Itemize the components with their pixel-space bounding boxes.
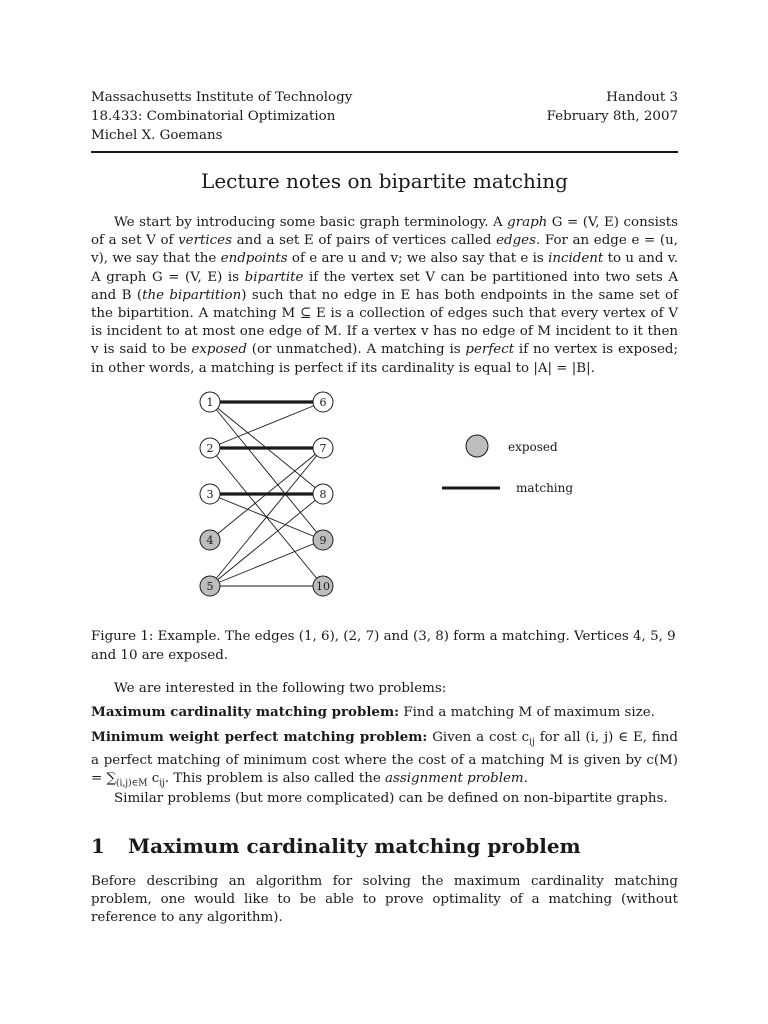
institution: Massachusetts Institute of Technology — [91, 90, 353, 105]
problem-2-text: for all (i, j) ∈ E, find a perfect matching of minimum cost where the cost of a matching M is given by c(M) = ∑ — [91, 730, 678, 787]
problem-2-text: . — [523, 771, 528, 787]
term-assignment-problem: assignment problem — [385, 771, 524, 787]
graph-edge-5-9 — [210, 540, 323, 586]
section-heading — [91, 833, 581, 859]
graph-node-label-7: 7 — [319, 442, 327, 455]
intro-text: if the vertex set V can be partitioned into two sets A and B ( — [91, 269, 679, 303]
intro-text: ) such that no edge in E has both endpoints in the same set of the bipartition. A matching M ⊆ E is a collection of edges such that every vertex of V is incident to at most one edge of M. If a vertex v has no edge of M incident to it then v is said to be — [91, 287, 678, 358]
legend-matching-label: matching — [516, 481, 574, 495]
date: February 8th, 2007 — [546, 109, 678, 124]
course-name: 18.433: Combinatorial Optimization — [91, 109, 336, 124]
intro-text: . For an edge e = (u, v), we say that the — [91, 233, 678, 267]
page-title: Lecture notes on bipartite matching — [201, 169, 568, 193]
term-perfect: perfect — [465, 342, 515, 358]
problems-intro: We are interested in the following two problems: — [114, 681, 447, 696]
problem-2-text: . This problem is also called the — [164, 771, 386, 787]
graph-node-label-8: 8 — [319, 488, 327, 501]
intro-paragraph — [91, 214, 678, 378]
problem-1-heading: Maximum cardinality matching problem: — [91, 704, 400, 720]
section-intro: Before describing an algorithm for solving the maximum cardinality matching problem, one would like to be able to prove optimality of a matching (without reference to any algorithm). — [91, 874, 678, 926]
legend-exposed-marker — [466, 435, 488, 457]
handout-number: Handout 3 — [606, 90, 678, 105]
term-exposed: exposed — [191, 342, 247, 358]
graph-edge-2-6 — [210, 402, 323, 448]
problem-2-text: c — [147, 771, 160, 787]
intro-text: and a set E of pairs of vertices called — [231, 233, 497, 249]
graph-edge-5-8 — [210, 494, 323, 586]
graph-node-label-10: 10 — [316, 580, 330, 593]
section-number: 1 — [91, 834, 105, 858]
graph-node-label-5: 5 — [206, 580, 214, 593]
intro-text: We start by introducing some basic graph terminology. A — [114, 215, 508, 230]
header-right — [547, 88, 678, 126]
problem-1-text: Find a matching M of maximum size. — [399, 705, 655, 720]
subscript: ij — [159, 778, 165, 789]
term-graph: graph — [507, 215, 548, 230]
subscript: ij — [529, 737, 535, 748]
graph-edge-1-9 — [210, 402, 323, 540]
term-bipartition: the bipartition — [142, 287, 242, 303]
header-left — [91, 88, 352, 145]
legend-exposed-label: exposed — [508, 440, 558, 454]
graph-node-label-6: 6 — [319, 396, 327, 409]
graph-node-label-2: 2 — [206, 442, 214, 455]
problem-2-heading: Minimum weight perfect matching problem: — [91, 729, 428, 745]
section-title: Maximum cardinality matching problem — [128, 834, 581, 858]
term-vertices: vertices — [178, 233, 232, 249]
intro-text: of e are u and v; we also say that e is — [287, 251, 549, 267]
graph-node-label-3: 3 — [206, 488, 214, 501]
term-incident: incident — [548, 251, 604, 267]
term-edges: edges — [496, 233, 536, 249]
intro-text: G = (V, E) consists of a set V of — [91, 215, 678, 249]
intro-text: (or unmatched). A matching is — [246, 342, 466, 358]
figure-legend — [430, 425, 580, 515]
term-bipartite: bipartite — [244, 269, 304, 285]
graph-node-label-9: 9 — [319, 534, 327, 547]
similar-problems-note: Similar problems (but more complicated) can be defined on non-bipartite graphs. — [114, 791, 668, 806]
graph-node-label-4: 4 — [206, 534, 214, 547]
term-endpoints: endpoints — [220, 251, 288, 267]
intro-text: if no vertex is exposed; in other words, a matching is perfect if its cardinality is equal to |A| = |B|. — [91, 342, 678, 376]
header-rule — [91, 151, 678, 153]
figure-caption: Figure 1: Example. The edges (1, 6), (2, 7) and (3, 8) form a matching. Vertices 4, 5, 9 and 10 are exposed. — [91, 629, 676, 663]
subscript: (i,j)∈M — [116, 778, 148, 789]
intro-text: to u and v. A graph G = (V, E) is — [91, 251, 678, 285]
problem-2 — [91, 728, 678, 793]
problem-2-text: Given a cost c — [427, 730, 530, 745]
edges-layer — [210, 402, 323, 586]
problem-1 — [91, 703, 678, 722]
author: Michel X. Goemans — [91, 128, 223, 143]
bipartite-graph-figure — [180, 385, 360, 607]
graph-node-label-1: 1 — [206, 396, 214, 409]
